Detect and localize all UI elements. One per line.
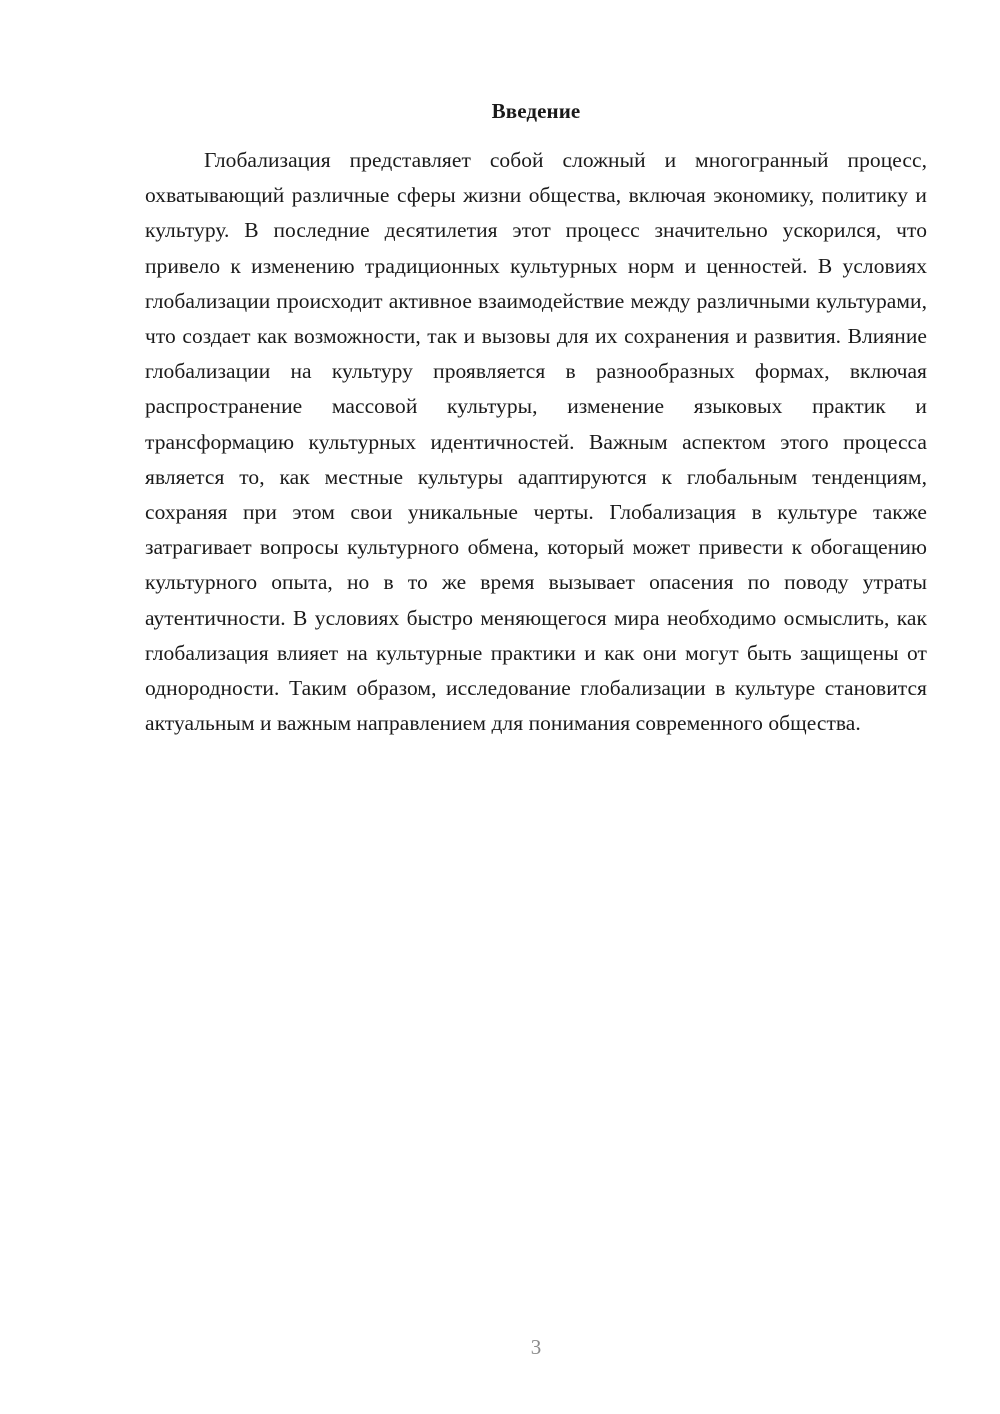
- body-paragraph: Глобализация представляет собой сложный и многогранный процесс, охватывающий различные сферы жизни общества, включая экономику, политику и культуру. В последние десятилетия этот процесс значительно ускорился, что привело к изменению традиционных культурных норм и ценностей. В условиях глобализации происходит активное взаимодействие между различными культурами, что создает как возможности, так и вызовы для их сохранения и развития. Влияние глобализации на культуру проявляется в разнообразных формах, включая распространение массовой культуры, изменение языковых практик и трансформацию культурных идентичностей. Важным аспектом этого процесса является то, как местные культуры адаптируются к глобальным тенденциям, сохраняя при этом свои уникальные черты. Глобализация в культуре также затрагивает вопросы культурного обмена, который может привести к обогащению культурного опыта, но в то же время вызывает опасения по поводу утраты аутентичности. В условиях быстро меняющегося мира необходимо осмыслить, как глобализация влияет на культурные практики и как они могут быть защищены от однородности. Таким образом, исследование глобализации в культуре становится актуальным и важным направлением для понимания современного общества.: [145, 148, 927, 736]
- page-number: 3: [530, 1335, 542, 1359]
- section-heading: Введение: [491, 99, 581, 123]
